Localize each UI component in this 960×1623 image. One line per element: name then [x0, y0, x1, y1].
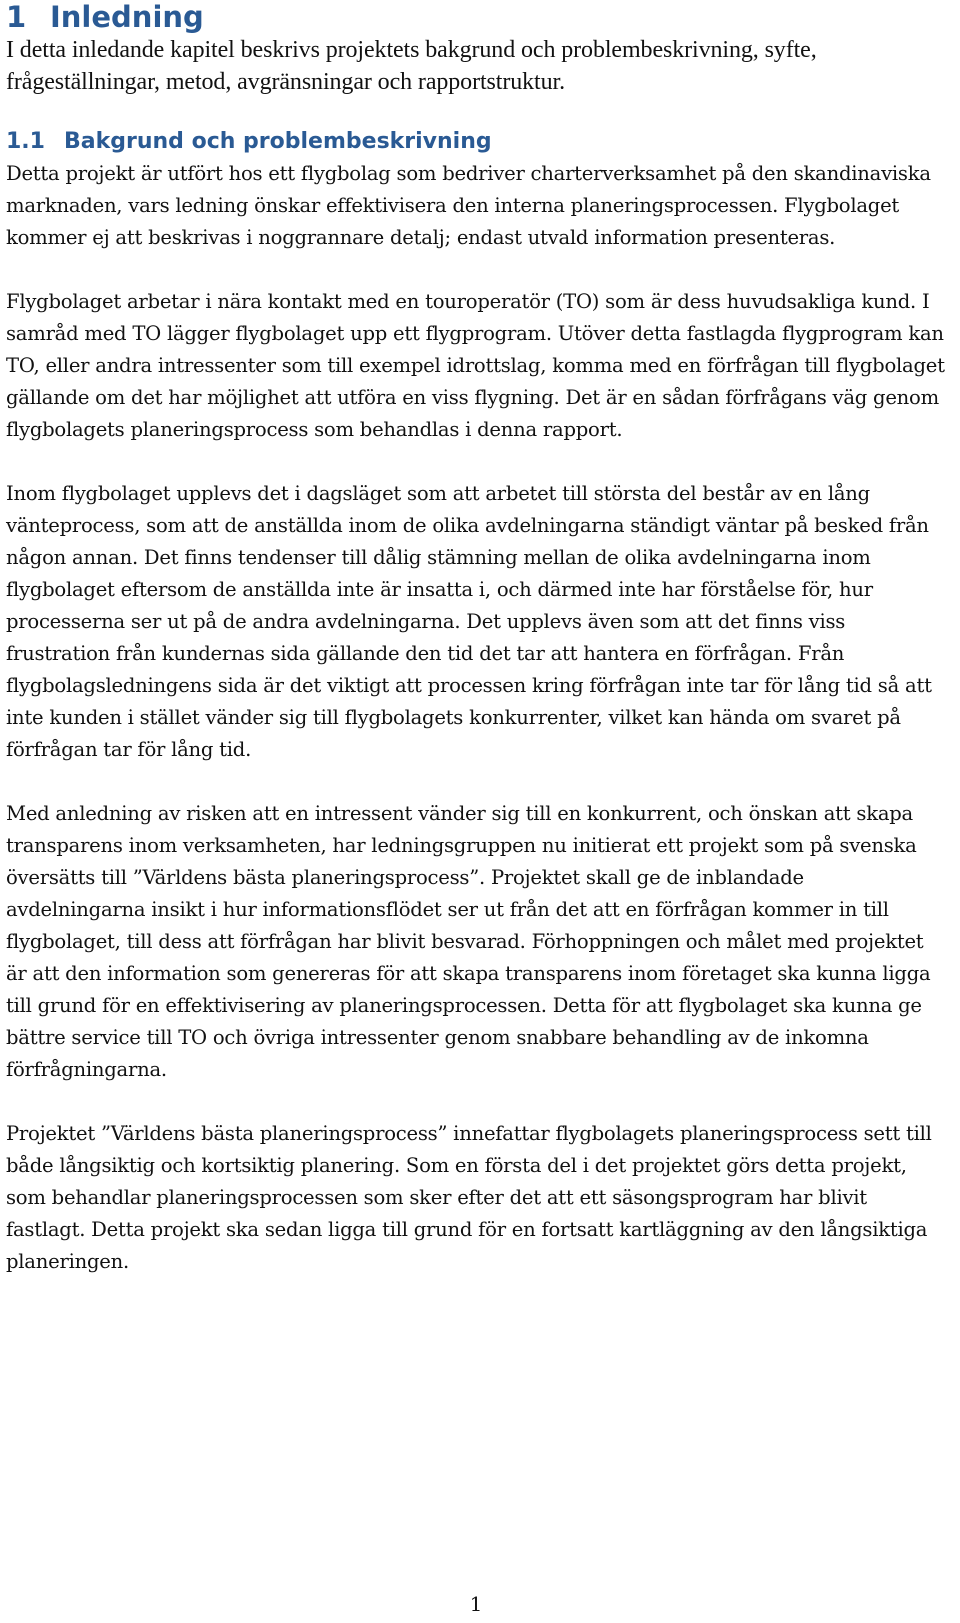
section-title: Bakgrund och problembeskrivning — [64, 129, 492, 154]
section-heading — [6, 126, 946, 158]
chapter-heading — [6, 0, 946, 34]
chapter-intro: I detta inledande kapitel beskrivs projektets bakgrund och problembeskrivning, syfte, frågeställningar, metod, avgränsningar och rapportstruktur. — [6, 37, 817, 95]
document-page — [6, 0, 946, 1616]
body-paragraph-1: Detta projekt är utfört hos ett flygbolag som bedriver charterverksamhet på den skandinaviska marknaden, vars ledning önskar effektivisera den interna planeringsprocessen. Flygbolaget kommer ej att beskrivas i noggrannare detalj; endast utvald information presenteras. — [6, 162, 931, 249]
chapter-title: Inledning — [50, 0, 204, 34]
chapter-number: 1 — [6, 0, 27, 34]
body-paragraph-3: Inom flygbolaget upplevs det i dagsläget som att arbetet till största del består av en lång vänteprocess, som att de anställda inom de olika avdelningarna ständigt väntar på besked från någon annan. Det finns tendenser till dålig stämning mellan de olika avdelningarna inom flygbolaget eftersom de anställda inte är insatta i, och därmed inte har förståelse för, hur processerna ser ut på de andra avdelningarna. Det upplevs även som att det finns viss frustration från kundernas sida gällande den tid det tar att hantera en förfrågan. Från flygbolagsledningens sida är det viktigt att processen kring förfrågan inte tar för lång tid så att inte kunden i stället vänder sig till flygbolagets konkurrenter, vilket kan hända om svaret på förfrågan tar för lång tid. — [6, 482, 932, 761]
body-paragraph-5: Projektet ”Världens bästa planeringsprocess” innefattar flygbolagets planeringsprocess sett till både långsiktig och kortsiktig planering. Som en första del i det projektet görs detta projekt, som behandlar planeringsprocessen som sker efter det att ett säsongsprogram har blivit fastlagt. Detta projekt ska sedan ligga till grund för en fortsatt kartläggning av den långsiktiga planeringen. — [6, 1122, 932, 1273]
page-number: 1 — [469, 1592, 483, 1616]
body-paragraph-4: Med anledning av risken att en intressent vänder sig till en konkurrent, och önskan att skapa transparens inom verksamheten, har ledningsgruppen nu initierat ett projekt som på svenska översätts till ”Världens bästa planeringsprocess”. Projektet skall ge de inblandade avdelningarna insikt i hur informationsflödet ser ut från det att en förfrågan kommer in till flygbolaget, till dess att förfrågan har blivit besvarad. Förhoppningen och målet med projektet är att den information som genereras för att skapa transparens inom företaget ska kunna ligga till grund för en effektivisering av planeringsprocessen. Detta för att flygbolaget ska kunna ge bättre service till TO och övriga intressenter genom snabbare behandling av de inkomna förfrågningarna. — [6, 802, 931, 1081]
section-number: 1.1 — [6, 129, 45, 154]
body-paragraph-2: Flygbolaget arbetar i nära kontakt med en touroperatör (TO) som är dess huvudsakliga kund. I samråd med TO lägger flygbolaget upp ett flygprogram. Utöver detta fastlagda flygprogram kan TO, eller andra intressenter som till exempel idrottslag, komma med en förfrågan till flygbolaget gällande om det har möjlighet att utföra en viss flygning. Det är en sådan förfrågans väg genom flygbolagets planeringsprocess som behandlas i denna rapport. — [6, 290, 945, 441]
